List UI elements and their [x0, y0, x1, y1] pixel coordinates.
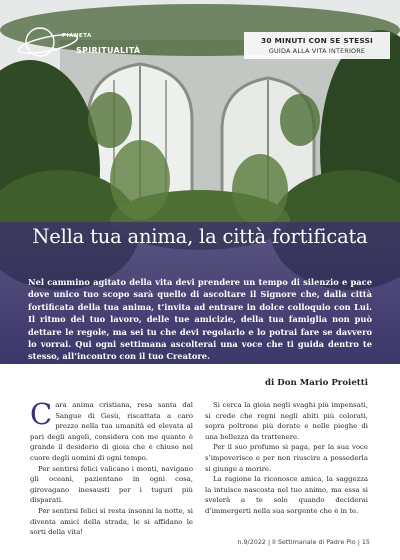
series-title: 30 MINUTI CON SE STESSI: [261, 36, 373, 45]
paragraph: Per sentirsi felici valicano i monti, navigano gli oceani, pazientano in ogni cosa, girovagano inesausti per i tuguri più disparati.: [30, 464, 193, 505]
rubric-title: SPIRITUALITÀ: [76, 46, 141, 55]
article-title: Nella tua anima, la città fortificata: [32, 225, 368, 248]
article-author: di Don Mario Proietti: [265, 378, 368, 388]
drop-cap: C: [30, 397, 53, 431]
issue-number: n.9/2022: [237, 538, 266, 546]
page-number: 15: [361, 538, 370, 546]
paragraph: Per sentirsi felici si resta insonni la notte, si diventa amici della strada, le si affidano le sorti della vita!: [30, 506, 193, 537]
text-column-left: [30, 397, 193, 538]
rubric-badge: [18, 22, 141, 62]
planet-logo-icon: [18, 22, 80, 62]
paragraph: Per il suo profumo si paga, per la sua voce s’impoverisce e per non riuscire a possederla si giunge a morire.: [205, 443, 368, 473]
page-footer: n.9/2022 | Il Settimanale di Padre Pio | 15: [237, 538, 370, 546]
series-label: [244, 32, 390, 59]
paragraph: La ragione la riconosce amica, la saggezza la intuisce nascosta nel tuo animo, ma essa si svelerà a te solo quando deciderai d’immergerti nella sua sorgente che è in te.: [205, 475, 368, 515]
rubric-small-label: PIANETA: [62, 33, 92, 39]
magazine-name: Il Settimanale di Padre Pio: [272, 538, 356, 546]
paragraph: [30, 397, 193, 464]
series-subtitle: GUIDA ALLA VITA INTERIORE: [268, 47, 366, 55]
paragraph: Si cerca la gioia negli svaghi più impensati, si crede che regni negli abiti più colorati, sopra poltrone più dorate e nelle pieghe di una bellezza da trattenere.: [205, 401, 368, 441]
article-lead: Nel cammino agitato della vita devi prendere un tempo di silenzio e pace dove unico tuo scopo sarà quello di ascoltare il Signore che, dalla città fortificata della tua anima, t’invita ad entrare in dolce colloquio con Lui. Il ritmo del tuo lavoro, delle tue amicizie, della tua famiglia non può dettare le regole, ma sei tu che devi regolarlo e lo potrai fare se davvero lo vorrai. Qui ogni settimana ascolterai una voce che ti guida dentro te stesso, all’incontro con il tuo Creatore.: [28, 277, 372, 362]
text-column-right: [205, 400, 368, 517]
paragraph-text: ara anima cristiana, resa santa dal Sangue di Gesù, riscattata a caro prezzo nella tua umanità ed elevata al pari degli angeli, considera con me quanto è grande il desiderio di gioia che è chiuso nel cuore degli uomini di ogni tempo.: [30, 401, 193, 462]
